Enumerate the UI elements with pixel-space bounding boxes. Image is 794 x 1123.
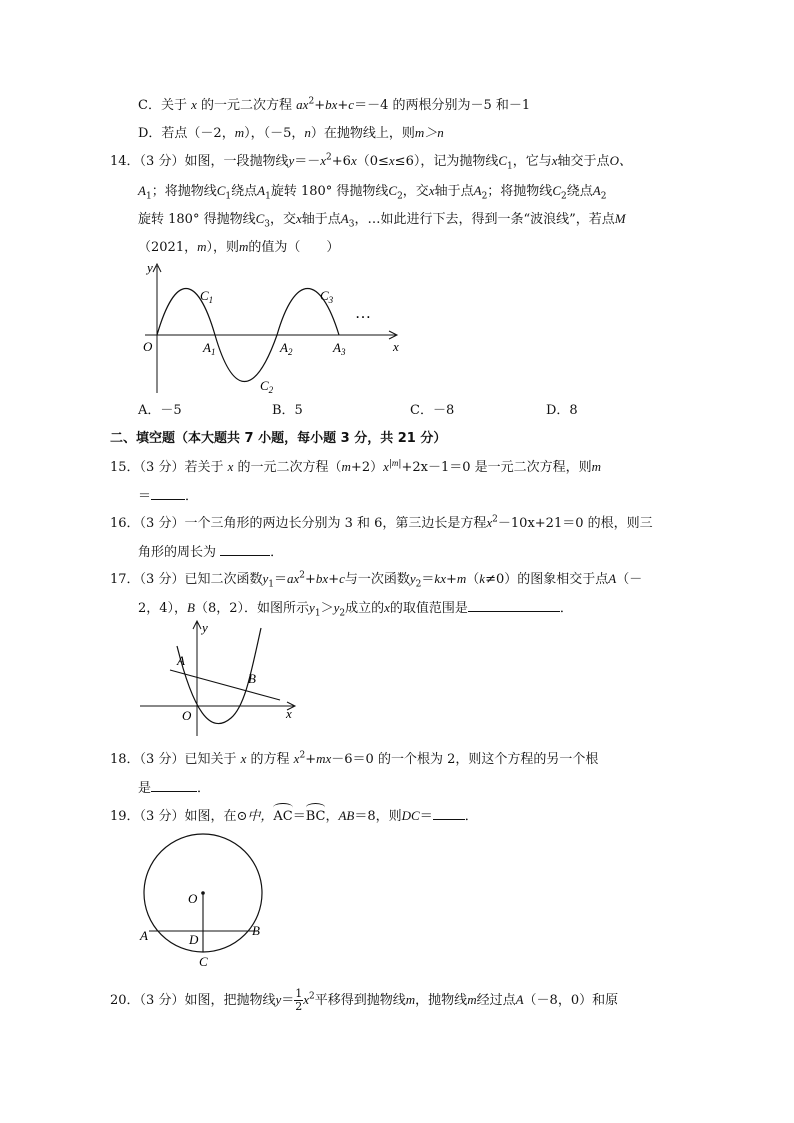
q19-fig-C: C [199,954,208,969]
q17-line-2: 2，4），B（8，2）．如图所示$y_1>y_2$成立的x的取值范围是 ． [138,600,573,619]
q20-line-1: 20．（3 分）如图，把抛物线y＝ $\frac{1}{2}$ $x^2$平移得到抛物线m，抛物线m经过点A（－8，0）和原 [110,987,619,1013]
q13-option-d: D．若点（－2，m），（－5，n）在抛物线上，则m＞n [138,125,444,141]
q14-option-c: C．－8 [410,403,455,418]
q19-answer-blank[interactable] [433,806,465,820]
q13-option-c: C．关于 x 的一元二次方程 $ax^2+bx+c=-4$ 的两根分别为－5 和－1 [138,96,531,113]
q14-fig-C1: $C_1$ [200,288,214,305]
q19-line-1: 19．（3 分）如图，在⊙中，AC＝BC，AB＝8，则DC＝ ． [110,808,478,824]
q14-fig-C2: $C_2$ [260,378,274,395]
arc-bc: BC [305,809,326,824]
q14-fig-dots: … [355,305,371,322]
q17-fig-y: y [202,620,208,635]
q14-fig-C3: $C_3$ [320,288,334,305]
q17-fig-x: x [286,706,292,721]
q15-line-2: ＝ ． [138,486,198,506]
q14-line-1: 14．（3 分）如图，一段抛物线$y=-x^2+6x(0\le x\le 6)$，记为抛物线$C_1$，它与x轴交于点O、 [110,152,632,172]
q16-line-2: 角形的周长为 ． [138,542,283,562]
q19-fig-O: O [188,891,198,906]
q14-option-b: B．5 [272,403,303,418]
q18-line-2: 是 ． [138,778,210,798]
q17-fig-B: B [248,671,256,686]
q14-fig-O: O [143,339,153,354]
q14-fig-y: y [147,260,153,275]
q19-fig-A: A [140,928,148,943]
q14-line-2: $A_1$；将抛物线$C_1$绕点$A_1$旋转 180° 得抛物线$C_2$，交x轴于点$A_2$；将抛物线$C_2$绕点$A_2$ [138,183,607,202]
q14-option-d: D．8 [546,403,578,418]
q14-fig-A3: $A_3$ [333,340,346,357]
q19-fig-B: B [252,923,260,938]
q18-answer-blank[interactable] [151,778,197,792]
section-2-title: 二、填空题（本大题共 7 小题，每小题 3 分，共 21 分） [110,431,447,446]
q18-line-1: 18．（3 分）已知关于 x 的方程 $x^2+mx-6=0$ 的一个根为 2，则这个方程的另一个根 [110,750,599,767]
arc-ac: AC [273,809,293,824]
q14-fig-A2: $A_2$ [280,340,293,357]
q17-answer-blank[interactable] [468,598,560,612]
q14-fig-A1: $A_1$ [203,340,216,357]
q19-circle-figure [135,832,275,970]
q19-fig-D: D [189,932,199,947]
q14-line-4: （2021，m），则m的值为（ ） [138,239,340,255]
q14-wave-figure [135,258,410,400]
q15-answer-blank[interactable] [151,486,185,500]
q16-line-1: 16．（3 分）一个三角形的两边长分别为 3 和 6，第三边长是方程$x^2-10x+21=0$ 的根，则三 [110,514,653,531]
q17-line-1: 17．（3 分）已知二次函数$y_1=ax^2+bx+c$与一次函数$y_2=kx+m(k\ne 0)$的图象相交于点A（－ [110,570,643,590]
q16-answer-blank[interactable] [220,542,270,556]
q14-line-3: 旋转 180° 得抛物线$C_3$，交x轴于点$A_3$，…如此进行下去，得到一条“波浪线”，若点M [138,211,626,230]
q17-fig-A: A [177,653,185,668]
q17-graph-figure [135,618,305,743]
q15-line-1: 15．（3 分）若关于 x 的一元二次方程$(m+2)x^{|m|}+2x-1=0$ 是一元二次方程，则m [110,457,602,475]
q14-option-a: A．－5 [138,403,182,418]
q14-fig-x: x [393,339,399,354]
q17-fig-O: O [182,708,192,723]
